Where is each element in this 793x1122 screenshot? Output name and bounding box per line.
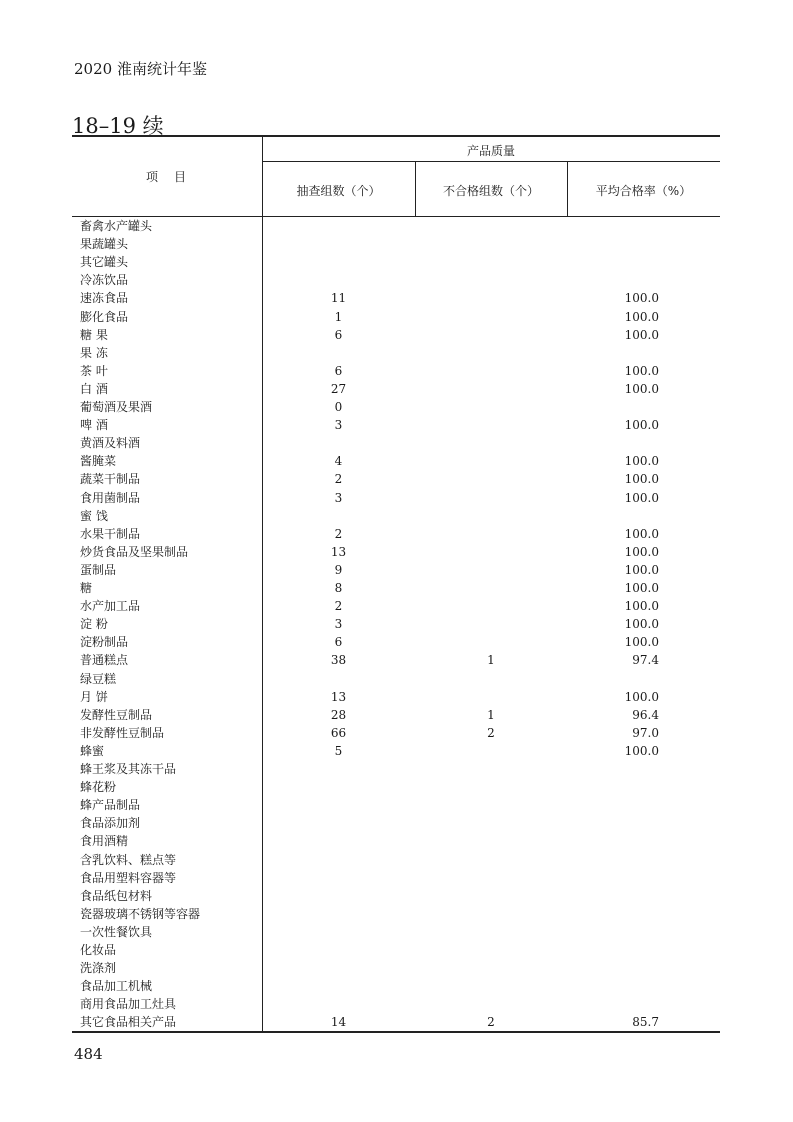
row-sampled: 6 [334,363,343,378]
row-name: 冷冻饮品 [80,273,129,288]
row-pass-rate: 97.4 [632,653,659,668]
table-row [0,724,793,742]
row-name: 果蔬罐头 [80,237,129,252]
row-name: 普通糕点 [80,653,129,668]
row-sampled: 14 [330,1015,347,1030]
header-product-quality: 产品质量 [466,144,515,158]
table-row [0,543,793,561]
row-pass-rate: 85.7 [632,1015,659,1030]
row-sampled: 2 [334,526,343,541]
table-row [0,651,793,669]
table-row [0,742,793,760]
row-sampled: 11 [330,291,347,306]
table-row [0,271,793,289]
row-name: 茶 叶 [80,363,108,378]
table-top-rule [72,135,720,137]
table-row [0,289,793,307]
row-pass-rate: 100.0 [624,635,659,650]
table-row [0,470,793,488]
row-name: 水果干制品 [80,526,141,541]
row-name: 食品纸包材料 [80,888,153,903]
row-name: 食品用塑料容器等 [80,870,177,885]
table-title: 18–19 续 [72,114,164,138]
row-name: 化妆品 [80,943,117,957]
row-name: 蜂产品制品 [80,798,141,813]
row-sampled: 13 [330,544,347,559]
table-row [0,832,793,850]
header-pass-rate: 平均合格率（%） [595,184,692,198]
table-row [0,670,793,688]
row-name: 蛋制品 [80,562,117,577]
row-name: 食品加工机械 [80,979,153,994]
table-row [0,995,793,1013]
row-pass-rate: 100.0 [624,472,659,487]
row-name: 洗涤剂 [80,961,117,976]
header-sampled: 抽查组数（个） [296,184,381,198]
table-row [0,217,793,235]
table-row [0,923,793,941]
row-sampled: 4 [334,454,343,469]
row-name: 畜禽水产罐头 [80,219,153,233]
row-name: 啤 酒 [80,418,108,433]
table-row [0,398,793,416]
table-row [0,362,793,380]
row-pass-rate: 100.0 [624,562,659,577]
row-name: 蜜 饯 [80,508,108,523]
table-row [0,796,793,814]
table-row [0,615,793,633]
row-sampled: 28 [330,707,347,722]
row-name: 其它食品相关产品 [80,1015,177,1030]
row-name: 糖 果 [80,327,108,342]
table-row [0,959,793,977]
row-name: 膨化食品 [80,309,129,324]
row-name: 非发酵性豆制品 [80,725,165,740]
row-pass-rate: 100.0 [624,309,659,324]
table-row [0,308,793,326]
page-number: 484 [74,1045,103,1063]
row-name: 食用酒精 [80,834,129,849]
row-sampled: 6 [334,635,343,650]
table-row [0,633,793,651]
row-pass-rate: 100.0 [624,544,659,559]
row-sampled: 0 [334,400,343,414]
table-row [0,760,793,778]
row-failed: 1 [487,653,495,668]
table-row [0,977,793,995]
table-row [0,814,793,832]
row-sampled: 38 [330,653,347,668]
row-failed: 1 [487,707,495,722]
table-row [0,851,793,869]
table-row [0,887,793,905]
table-row [0,235,793,253]
row-pass-rate: 100.0 [624,526,659,541]
row-name: 发酵性豆制品 [80,707,153,722]
row-sampled: 66 [330,725,347,740]
row-name: 其它罐头 [80,255,129,270]
row-name: 商用食品加工灶具 [80,997,177,1012]
row-pass-rate: 100.0 [624,743,659,758]
table-row [0,1013,793,1031]
row-name: 绿豆糕 [80,671,117,686]
row-name: 炒货食品及坚果制品 [80,544,189,559]
table-row [0,905,793,923]
row-pass-rate: 100.0 [624,327,659,342]
header-sub-rule [262,161,720,162]
row-name: 糖 [80,581,93,595]
header-item: 项 目 [145,170,188,184]
table-row [0,489,793,507]
running-head: 2020 淮南统计年鉴 [74,60,207,78]
row-pass-rate: 100.0 [624,581,659,595]
row-sampled: 8 [334,581,343,595]
row-sampled: 3 [334,490,343,505]
row-failed: 2 [487,1015,495,1030]
row-pass-rate: 100.0 [624,381,659,396]
table-row [0,434,793,452]
table-row [0,525,793,543]
row-name: 淀粉制品 [80,635,129,650]
row-sampled: 5 [334,743,343,758]
row-sampled: 13 [330,689,347,704]
row-name: 月 饼 [80,689,108,704]
row-failed: 2 [487,725,495,740]
table-row [0,706,793,724]
table-row [0,561,793,579]
row-sampled: 2 [334,599,343,614]
row-name: 蔬菜干制品 [80,472,141,487]
table-row [0,688,793,706]
row-name: 果 冻 [80,345,108,360]
row-pass-rate: 100.0 [624,418,659,433]
row-name: 水产加工品 [80,599,141,614]
row-name: 蜂蜜 [80,743,105,758]
table-row [0,869,793,887]
row-name: 食品添加剂 [80,816,141,831]
row-sampled: 3 [334,418,343,433]
row-sampled: 1 [334,309,343,324]
row-pass-rate: 100.0 [624,490,659,505]
row-name: 蜂王浆及其冻干品 [80,762,177,776]
row-name: 食用菌制品 [80,490,141,505]
row-name: 酱腌菜 [80,454,117,469]
table-row [0,380,793,398]
table-row [0,452,793,470]
row-name: 白 酒 [80,381,108,396]
row-pass-rate: 100.0 [624,617,659,632]
row-name: 瓷器玻璃不锈钢等容器 [80,906,201,921]
table-row [0,326,793,344]
row-pass-rate: 97.0 [632,725,659,740]
table-row [0,416,793,434]
table-row [0,597,793,615]
table-row [0,344,793,362]
row-pass-rate: 100.0 [624,363,659,378]
row-sampled: 27 [330,381,347,396]
table-row [0,941,793,959]
row-name: 黄酒及料酒 [80,436,141,451]
row-pass-rate: 100.0 [624,291,659,306]
table-row [0,579,793,597]
table-row [0,507,793,525]
row-name: 速冻食品 [80,291,129,306]
row-pass-rate: 100.0 [624,599,659,614]
row-pass-rate: 100.0 [624,689,659,704]
row-sampled: 3 [334,617,343,632]
row-name: 含乳饮料、糕点等 [80,852,177,867]
row-name: 葡萄酒及果酒 [80,400,153,414]
row-name: 一次性餐饮具 [80,924,153,939]
row-pass-rate: 96.4 [632,707,659,722]
row-pass-rate: 100.0 [624,454,659,469]
header-failed: 不合格组数（个） [442,184,539,198]
row-name: 淀 粉 [80,617,108,632]
table-row [0,253,793,271]
row-sampled: 9 [334,562,343,577]
row-name: 蜂花粉 [80,780,117,795]
row-sampled: 2 [334,472,343,487]
table-row [0,778,793,796]
row-sampled: 6 [334,327,343,342]
